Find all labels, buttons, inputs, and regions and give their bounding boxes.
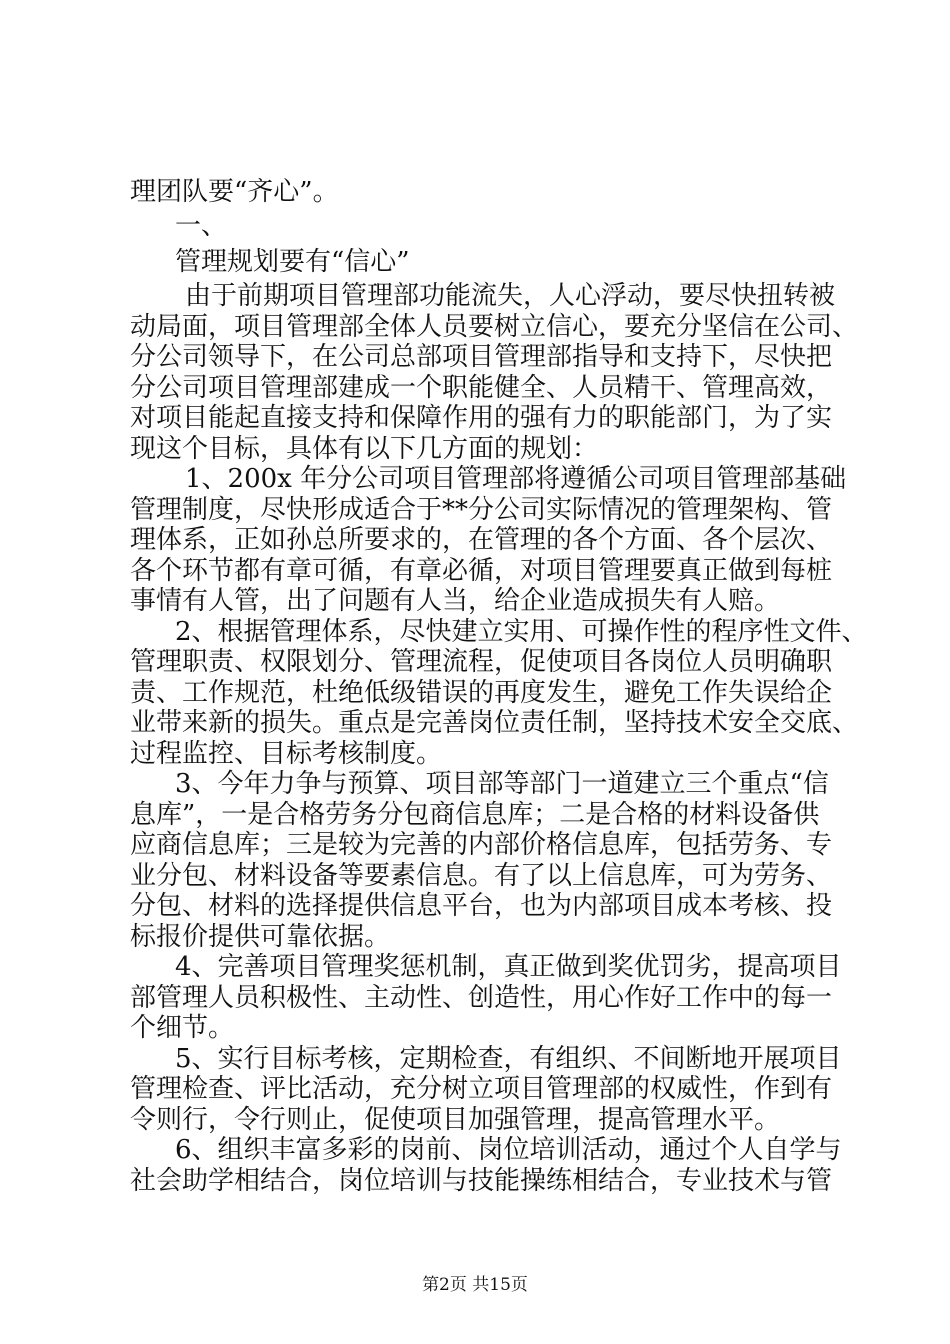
text-line: 1、200x 年分公司项目管理部将遵循公司项目管理部基础 bbox=[185, 464, 847, 494]
text-line: 6、组织丰富多彩的岗前、岗位培训活动，通过个人自学与 bbox=[175, 1135, 842, 1165]
text-line: 个细节。 bbox=[130, 1013, 235, 1043]
text-line: 业带来新的损失。重点是完善岗位责任制，坚持技术安全交底、 bbox=[130, 708, 859, 738]
text-line: 部管理人员积极性、主动性、创造性，用心作好工作中的每一 bbox=[130, 983, 833, 1013]
text-line: 标报价提供可靠依据。 bbox=[130, 922, 391, 952]
text-line: 社会助学相结合，岗位培训与技能操练相结合，专业技术与管 bbox=[130, 1166, 833, 1196]
text-line: 业分包、材料设备等要素信息。有了以上信息库，可为劳务、 bbox=[130, 861, 833, 891]
text-line: 现这个目标，具体有以下几方面的规划： bbox=[130, 434, 599, 464]
text-line: 理体系，正如孙总所要求的，在管理的各个方面、各个层次、 bbox=[130, 525, 833, 555]
text-line: 管理检查、评比活动，充分树立项目管理部的权威性，作到有 bbox=[130, 1074, 833, 1104]
text-line: 责、工作规范，杜绝低级错误的再度发生，避免工作失误给企 bbox=[130, 678, 833, 708]
text-line: 应商信息库；三是较为完善的内部价格信息库，包括劳务、专 bbox=[130, 830, 833, 860]
text-line: 由于前期项目管理部功能流失，人心浮动，要尽快扭转被 bbox=[185, 281, 836, 311]
text-line: 一、 bbox=[175, 211, 228, 241]
text-line: 分公司项目管理部建成一个职能健全、人员精干、管理高效， bbox=[130, 373, 833, 403]
text-line: 2、根据管理体系，尽快建立实用、可操作性的程序性文件、 bbox=[175, 617, 868, 647]
text-line: 动局面，项目管理部全体人员要树立信心，要充分坚信在公司、 bbox=[130, 312, 859, 342]
text-line: 管理制度，尽快形成适合于**分公司实际情况的管理架构、管 bbox=[130, 495, 833, 525]
text-line: 息库”，一是合格劳务分包商信息库；二是合格的材料设备供 bbox=[130, 800, 820, 830]
text-line: 4、完善项目管理奖惩机制，真正做到奖优罚劣，提高项目 bbox=[175, 952, 842, 982]
text-line: 管理规划要有“信心” bbox=[175, 247, 410, 277]
text-line: 理团队要“齐心”。 bbox=[130, 177, 339, 207]
text-line: 对项目能起直接支持和保障作用的强有力的职能部门，为了实 bbox=[130, 403, 833, 433]
text-line: 各个环节都有章可循，有章必循，对项目管理要真正做到每桩 bbox=[130, 556, 833, 586]
text-line: 分包、材料的选择提供信息平台，也为内部项目成本考核、投 bbox=[130, 891, 833, 921]
text-line: 3、今年力争与预算、项目部等部门一道建立三个重点“信 bbox=[175, 769, 829, 799]
text-line: 5、实行目标考核，定期检查，有组织、不间断地开展项目 bbox=[175, 1044, 842, 1074]
text-line: 管理职责、权限划分、管理流程，促使项目各岗位人员明确职 bbox=[130, 647, 833, 677]
page-footer: 第2页 共15页 bbox=[422, 1275, 528, 1295]
text-line: 分公司领导下，在公司总部项目管理部指导和支持下，尽快把 bbox=[130, 342, 833, 372]
text-line: 过程监控、目标考核制度。 bbox=[130, 739, 443, 769]
text-line: 令则行，令行则止，促使项目加强管理，提高管理水平。 bbox=[130, 1105, 781, 1135]
text-line: 事情有人管，出了问题有人当，给企业造成损失有人赔。 bbox=[130, 586, 781, 616]
